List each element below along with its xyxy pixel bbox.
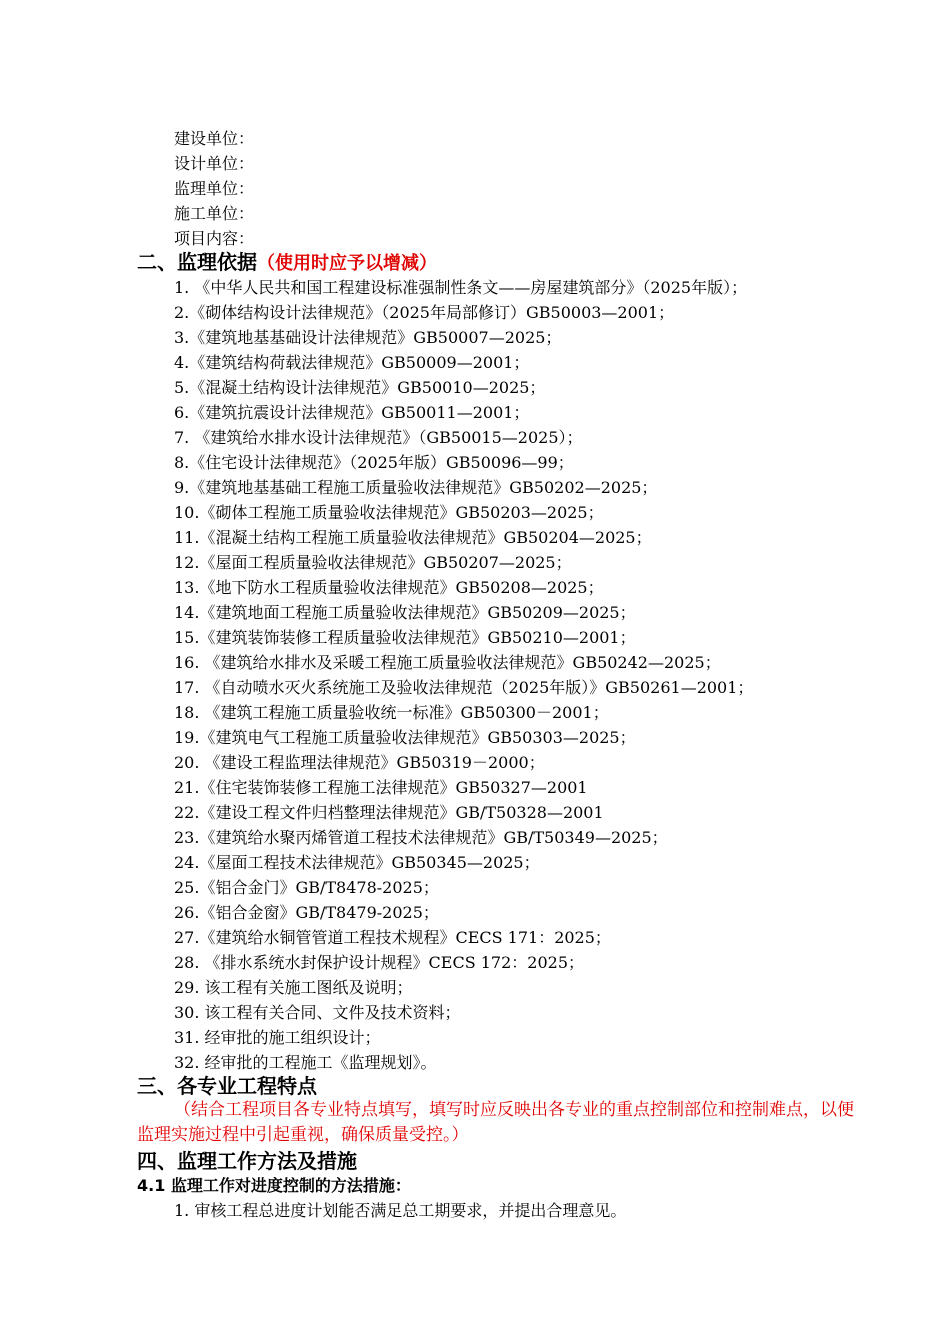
basis-item: 21.《住宅装饰装修工程施工法律规范》GB50327—2001 [174, 778, 588, 797]
basis-item: 17. 《自动喷水灭火系统施工及验收法律规范（2025年版）》GB50261—2001； [174, 678, 754, 697]
basis-item: 14.《建筑地面工程施工质量验收法律规范》GB50209—2025； [174, 603, 636, 622]
basis-item: 19.《建筑电气工程施工质量验收法律规范》GB50303—2025； [174, 728, 636, 747]
basis-item: 20. 《建设工程监理法律规范》GB50319－2000； [174, 753, 545, 772]
section-2-title: 二、监理依据 [137, 250, 257, 274]
section-2-heading [137, 249, 437, 277]
basis-item: 4.《建筑结构荷载法律规范》GB50009—2001； [174, 353, 530, 372]
basis-item: 11.《混凝土结构工程施工质量验收法律规范》GB50204—2025； [174, 528, 652, 547]
progress-control-item: 1. 审核工程总进度计划能否满足总工期要求，并提出合理意见。 [174, 1201, 627, 1220]
basis-item: 13.《地下防水工程质量验收法律规范》GB50208—2025； [174, 578, 604, 597]
basis-item: 24.《屋面工程技术法律规范》GB50345—2025； [174, 853, 540, 872]
basis-item: 10.《砌体工程施工质量验收法律规范》GB50203—2025； [174, 503, 604, 522]
basis-item: 2.《砌体结构设计法律规范》（2025年局部修订）GB50003—2001； [174, 303, 675, 322]
field-construction-unit: 建设单位： [174, 129, 255, 148]
basis-item: 9.《建筑地基基础工程施工质量验收法律规范》GB50202—2025； [174, 478, 658, 497]
basis-item: 3.《建筑地基基础设计法律规范》GB50007—2025； [174, 328, 562, 347]
basis-item: 25.《铝合金门》GB/T8478-2025； [174, 878, 439, 897]
section-4-1-subheading: 4.1 监理工作对进度控制的方法措施： [137, 1176, 411, 1195]
basis-item: 32. 经审批的工程施工《监理规划》。 [174, 1053, 437, 1072]
basis-item: 8.《住宅设计法律规范》（2025年版）GB50096—99； [174, 453, 574, 472]
basis-item: 26.《铝合金窗》GB/T8479-2025； [174, 903, 439, 922]
basis-item: 18. 《建筑工程施工质量验收统一标准》GB50300－2001； [174, 703, 609, 722]
basis-item: 16. 《建筑给水排水及采暖工程施工质量验收法律规范》GB50242—2025； [174, 653, 721, 672]
section-2-note: （使用时应予以增减） [257, 253, 437, 274]
basis-item: 1. 《中华人民共和国工程建设标准强制性条文——房屋建筑部分》（2025年版）； [174, 278, 748, 297]
basis-item: 31. 经审批的施工组织设计； [174, 1028, 381, 1047]
basis-item: 23.《建筑给水聚丙烯管道工程技术法律规范》GB/T50349—2025； [174, 828, 668, 847]
field-contractor-unit: 施工单位： [174, 204, 255, 223]
basis-item: 6.《建筑抗震设计法律规范》GB50011—2001； [174, 403, 530, 422]
basis-item: 28. 《排水系统水封保护设计规程》CECS 172：2025； [174, 953, 585, 972]
section-3-heading: 三、各专业工程特点 [137, 1074, 317, 1098]
section-4-heading: 四、监理工作方法及措施 [137, 1149, 357, 1173]
basis-item: 15.《建筑装饰装修工程质量验收法律规范》GB50210—2001； [174, 628, 636, 647]
basis-item: 22.《建设工程文件归档整理法律规范》GB/T50328—2001 [174, 803, 604, 822]
basis-item: 29. 该工程有关施工图纸及说明； [174, 978, 413, 997]
field-design-unit: 设计单位： [174, 154, 255, 173]
field-supervision-unit: 监理单位： [174, 179, 255, 198]
basis-item: 7. 《建筑给水排水设计法律规范》（GB50015—2025）； [174, 428, 583, 447]
basis-item: 27.《建筑给水铜管管道工程技术规程》CECS 171：2025； [174, 928, 611, 947]
basis-item: 12.《屋面工程质量验收法律规范》GB50207—2025； [174, 553, 572, 572]
basis-item: 30. 该工程有关合同、文件及技术资料； [174, 1003, 461, 1022]
basis-item: 5.《混凝土结构设计法律规范》GB50010—2025； [174, 378, 546, 397]
field-project-content: 项目内容： [174, 229, 255, 248]
section-3-note: （结合工程项目各专业特点填写，填写时应反映出各专业的重点控制部位和控制难点，以便监理实施过程中引起重视，确保质量受控。） [137, 1100, 854, 1145]
